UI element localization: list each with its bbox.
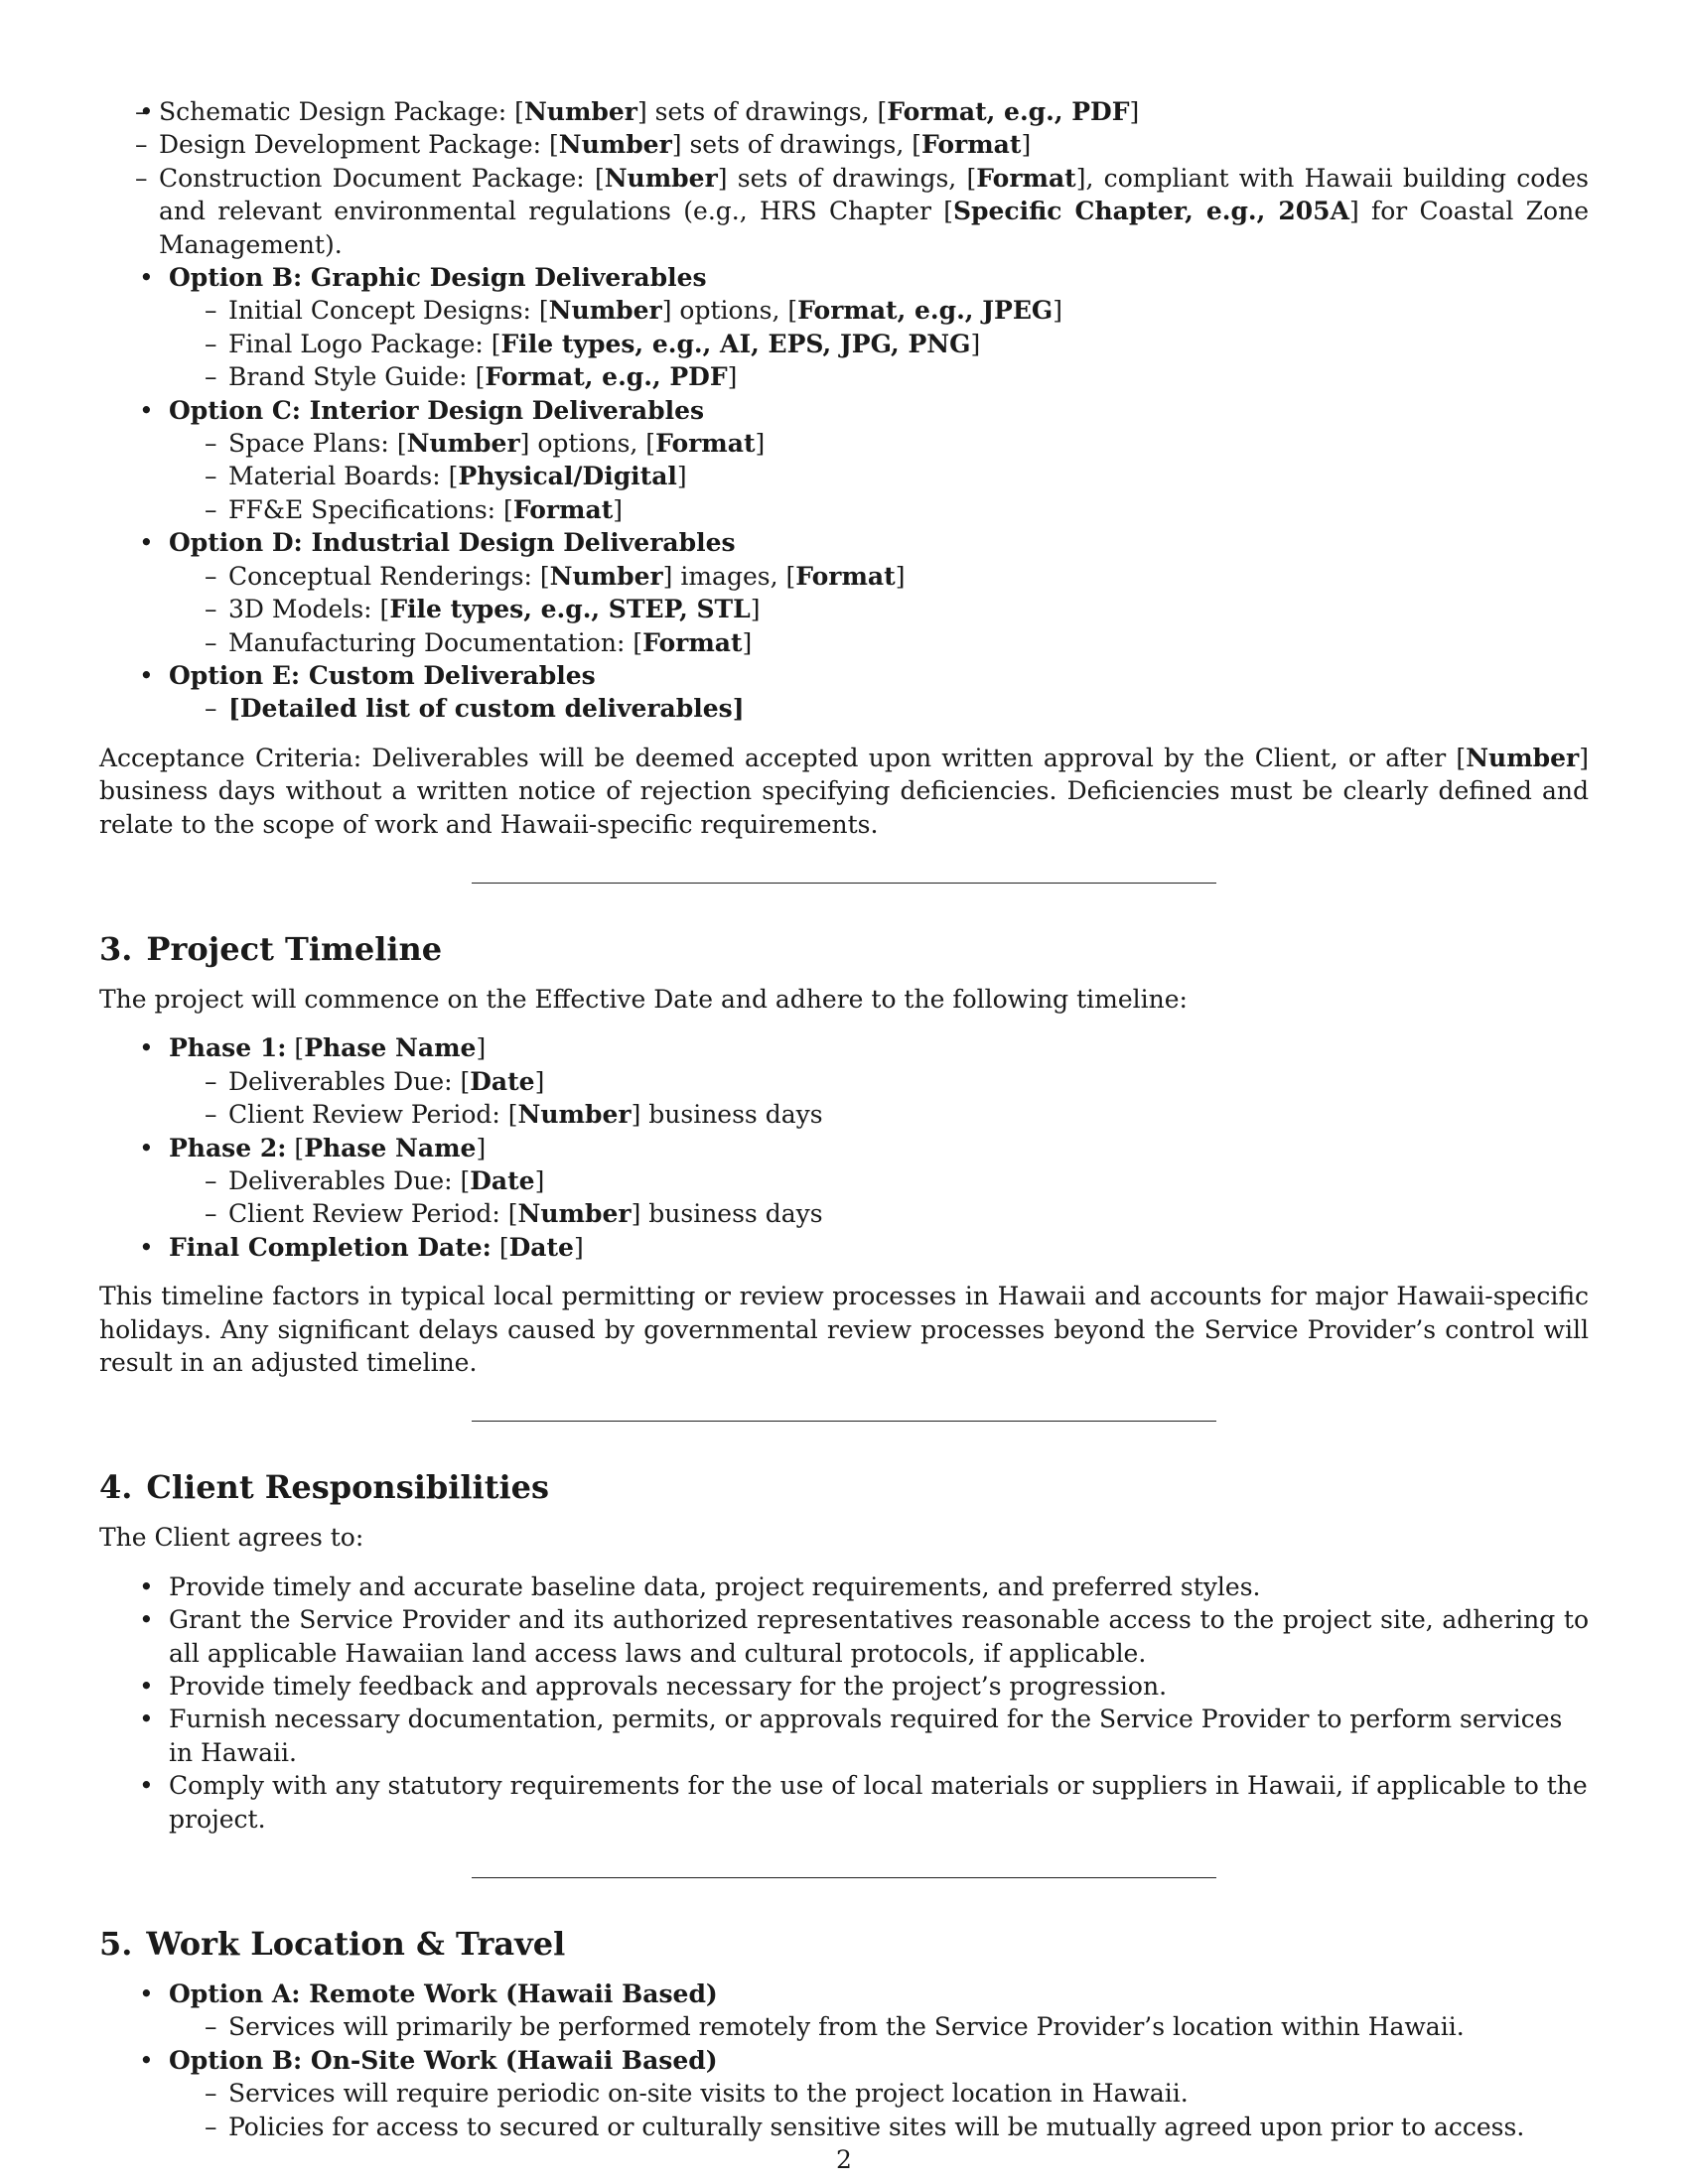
- list-item: • Comply with any statutory requirements for the use of local materials or suppliers in Hawaii, if applicable to the project.: [99, 1769, 1589, 1836]
- option-b-title: Option B: Graphic Design Deliverables: [169, 263, 707, 293]
- phase-1-item: • Phase 1: [Phase Name] – Deliverables Due: [Date] – Client Review Period: [Number] business days: [99, 1031, 1589, 1131]
- list-item: – Deliverables Due: [Date]: [169, 1065, 1589, 1098]
- list-item: – Policies for access to secured or culturally sensitive sites will be mutually agreed upon prior to access.: [169, 2111, 1589, 2143]
- list-item: – Space Plans: [Number] options, [Format]: [169, 427, 1589, 460]
- phase-2-sublist: [169, 1164, 1589, 1231]
- section-divider: [472, 883, 1216, 884]
- list-item: – Services will require periodic on-site visits to the project location in Hawaii.: [169, 2077, 1589, 2110]
- work-location-list: [99, 1978, 1589, 2143]
- list-item: – Services will primarily be performed remotely from the Service Provider’s location within Hawaii.: [169, 2010, 1589, 2043]
- option-c-title: Option C: Interior Design Deliverables: [169, 395, 705, 425]
- option-c-item: [99, 394, 1589, 527]
- remote-work-sublist: [169, 2010, 1589, 2043]
- timeline-note: This timeline factors in typical local permitting or review processes in Hawaii and accounts for major Hawaii-specific holidays. Any significant delays caused by governmental review processes beyond the Service Provider’s control will result in an adjusted timeline.: [99, 1282, 1589, 1377]
- list-item: – [Detailed list of custom deliverables]: [169, 692, 1589, 725]
- option-d-title: Option D: Industrial Design Deliverables: [169, 528, 736, 558]
- list-item: – Final Logo Package: [File types, e.g., AI, EPS, JPG, PNG]: [169, 328, 1589, 360]
- schematic-design-item: – • Schematic Design Package: [Number] sets of drawings, [Format, e.g., PDF]: [99, 95, 1589, 128]
- timeline-list: [99, 1031, 1589, 1264]
- section-3-intro: The project will commence on the Effective Date and adhere to the following timeline:: [99, 984, 1188, 1014]
- section-divider: [472, 1877, 1216, 1878]
- on-site-work-option: • Option B: On-Site Work (Hawaii Based) – Services will require periodic on-site visits to the project location in Hawaii. – Policies for access to secured or culturally sensitive sites will be mutually agreed upon prior to access.: [99, 2044, 1589, 2143]
- section-divider: [472, 1421, 1216, 1422]
- deliverables-option-a-continued: [99, 95, 1589, 261]
- list-item: – FF&E Specifications: [Format]: [169, 493, 1589, 526]
- list-item: – Deliverables Due: [Date]: [169, 1164, 1589, 1197]
- deliverables-options-list: [30, 261, 1589, 726]
- section-5-heading: 5. Work Location & Travel: [99, 1925, 566, 1964]
- list-item: – 3D Models: [File types, e.g., STEP, STL]: [169, 593, 1589, 625]
- option-d-sublist: [169, 560, 1589, 659]
- final-completion-item: • Final Completion Date: [Date]: [99, 1231, 1589, 1264]
- option-d-item: [99, 526, 1589, 659]
- option-b-sublist: [169, 294, 1589, 393]
- list-item: • Provide timely and accurate baseline data, project requirements, and preferred styles.: [99, 1570, 1589, 1603]
- remote-work-option: • Option A: Remote Work (Hawaii Based) – Services will primarily be performed remotely from the Service Provider’s location within Hawaii.: [99, 1978, 1589, 2044]
- option-a-sublist: [99, 95, 1589, 261]
- option-b-item: [99, 261, 1589, 394]
- list-item: – Client Review Period: [Number] business days: [169, 1197, 1589, 1230]
- option-e-sublist: [169, 692, 1589, 725]
- page-number: 2: [836, 2145, 852, 2174]
- list-item: – Brand Style Guide: [Format, e.g., PDF]: [169, 360, 1589, 393]
- option-a-continued-item: [99, 95, 1589, 261]
- list-item: – Client Review Period: [Number] business days: [169, 1098, 1589, 1131]
- acceptance-criteria: Acceptance Criteria: Deliverables will be deemed accepted upon written approval by the Client, or after [Number] business days without a written notice of rejection specifying deficiencies. Deficiencies must be clearly defined and relate to the scope of work and Hawaii-specific requirements.: [99, 743, 1589, 839]
- list-item: – Material Boards: [Physical/Digital]: [169, 460, 1589, 492]
- option-c-sublist: [169, 427, 1589, 526]
- section-4-heading: 4. Client Responsibilities: [99, 1468, 550, 1507]
- design-development-item: – Design Development Package: [Number] sets of drawings, [Format]: [99, 128, 1589, 161]
- section-3-heading: 3. Project Timeline: [99, 929, 443, 968]
- option-e-item: [99, 659, 1589, 726]
- phase-2-item: • Phase 2: [Phase Name] – Deliverables Due: [Date] – Client Review Period: [Number] business days: [99, 1132, 1589, 1231]
- list-item: – Conceptual Renderings: [Number] images, [Format]: [169, 560, 1589, 593]
- option-e-title: Option E: Custom Deliverables: [169, 660, 596, 690]
- document-page: [99, 95, 1589, 2143]
- list-item: – Manufacturing Documentation: [Format]: [169, 626, 1589, 659]
- list-item: • Furnish necessary documentation, permits, or approvals required for the Service Provider to perform services in Hawaii.: [99, 1703, 1589, 1769]
- on-site-work-sublist: [169, 2077, 1589, 2143]
- section-4-intro: The Client agrees to:: [99, 1523, 364, 1553]
- client-responsibilities-list: [99, 1570, 1589, 1836]
- list-item: • Grant the Service Provider and its authorized representatives reasonable access to the project site, adhering to all applicable Hawaiian land access laws and cultural protocols, if applicable.: [99, 1603, 1589, 1670]
- list-item: – Initial Concept Designs: [Number] options, [Format, e.g., JPEG]: [169, 294, 1589, 327]
- list-item: • Provide timely feedback and approvals necessary for the project’s progression.: [99, 1670, 1589, 1703]
- phase-1-sublist: [169, 1065, 1589, 1132]
- construction-document-item: – Construction Document Package: [Number] sets of drawings, [Format], compliant with Hawaii building codes and relevant environmental regulations (e.g., HRS Chapter [Specific Chapter, e.g., 205A] for Coastal Zone Management).: [99, 162, 1589, 261]
